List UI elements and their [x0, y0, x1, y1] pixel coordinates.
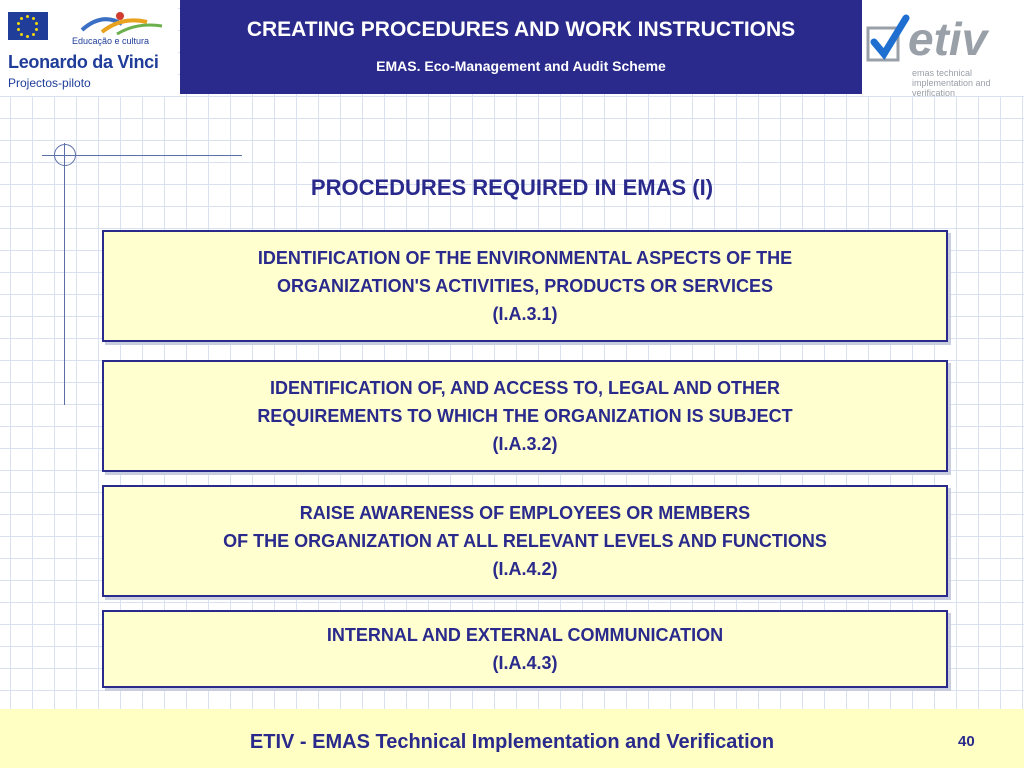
slide-title: CREATING PROCEDURES AND WORK INSTRUCTIONS — [246, 18, 796, 41]
eu-flag-logo — [8, 12, 48, 40]
section-title: PROCEDURES REQUIRED IN EMAS (I) — [310, 175, 714, 200]
procedure-box — [102, 230, 948, 342]
procedure-line: ORGANIZATION'S ACTIVITIES, PRODUCTS OR SERVICES — [277, 276, 773, 296]
etiv-logo-tagline: emas technical implementation and verification — [912, 68, 991, 98]
procedure-line: REQUIREMENTS TO WHICH THE ORGANIZATION IS SUBJECT — [257, 406, 793, 426]
procedure-line: OF THE ORGANIZATION AT ALL RELEVANT LEVELS AND FUNCTIONS — [223, 531, 827, 551]
decorative-circle — [54, 144, 76, 166]
education-culture-label: Educação e cultura — [72, 36, 150, 46]
procedure-line: IDENTIFICATION OF, AND ACCESS TO, LEGAL AND OTHER — [269, 378, 780, 398]
procedure-reference: (I.A.4.2) — [492, 559, 558, 579]
title-banner — [180, 0, 862, 94]
procedure-box — [102, 610, 948, 688]
header-logos — [0, 0, 178, 96]
education-culture-logo — [72, 8, 172, 38]
page-number: 40 — [958, 733, 975, 750]
checkmark-icon — [866, 14, 910, 64]
etiv-logo-word: etiv — [908, 13, 988, 65]
procedure-line: RAISE AWARENESS OF EMPLOYEES OR MEMBERS — [299, 503, 751, 523]
procedure-reference: (I.A.3.2) — [492, 434, 558, 454]
procedure-reference: (I.A.4.3) — [492, 653, 558, 673]
footer-text: ETIV - EMAS Technical Implementation and Verification — [249, 731, 775, 753]
procedure-line: INTERNAL AND EXTERNAL COMMUNICATION — [326, 625, 724, 645]
procedure-reference: (I.A.3.1) — [492, 304, 558, 324]
procedure-box — [102, 360, 948, 472]
program-title: Leonardo da Vinci — [8, 52, 159, 72]
slide-subtitle: EMAS. Eco-Management and Audit Scheme — [376, 58, 666, 74]
program-subtitle: Projectos-piloto — [8, 76, 91, 90]
procedure-box — [102, 485, 948, 597]
procedure-line: IDENTIFICATION OF THE ENVIRONMENTAL ASPECTS OF THE — [257, 248, 793, 268]
